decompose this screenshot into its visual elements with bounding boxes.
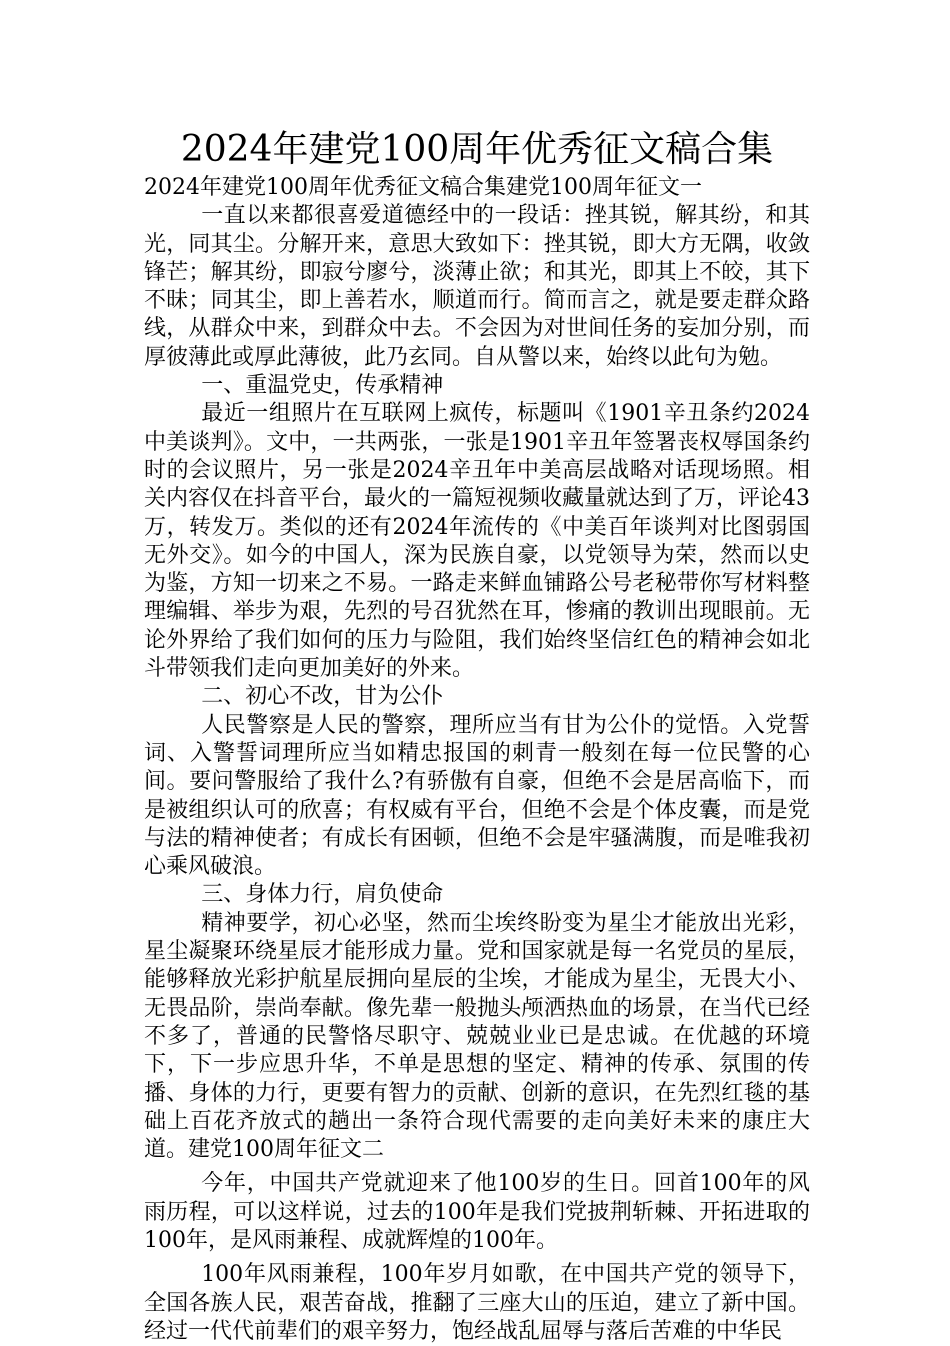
document-body [144, 128, 810, 1346]
subtitle-line: 2024年建党100周年优秀征文稿合集建党100周年征文一 [144, 175, 702, 200]
section-heading: 二、初心不改，甘为公仆 [201, 684, 444, 710]
paragraph: 精神要学，初心必坚，然而尘埃终盼变为星尘才能放出光彩，星尘凝聚环绕星辰才能形成力量。党和国家就是每一名党员的星辰，能够释放光彩护航星辰拥向星辰的尘埃，才能成为星尘，无畏大小、无畏品阶，崇尚奉献。像先辈一般抛头颅洒热血的场景，在当代已经不多了，普通的民警恪尽职守、兢兢业业已是忠诚。在优越的环境下，下一步应思升华，不单是思想的坚定、精神的传承、氛围的传播、身体的力行，更要有智力的贡献、创新的意识，在先烈红毯的基础上百花齐放式的趟出一条符合现代需要的走向美好未来的康庄大道。建党100周年征文二 [144, 910, 810, 1163]
paragraph: 人民警察是人民的警察，理所应当有甘为公仆的觉悟。入党誓词、入警誓词理所应当如精忠报国的刺青一般刻在每一位民警的心间。要问警服给了我什么?有骄傲有自豪，但绝不会是居高临下，而是被组织认可的欣喜；有权威有平台，但绝不会是个体皮囊，而是党与法的精神使者；有成长有困顿，但绝不会是牢骚满腹，而是唯我初心乘风破浪。 [144, 712, 810, 880]
paragraph: 今年，中国共产党就迎来了他100岁的生日。回首100年的风雨历程，可以这样说，过去的100年是我们党披荆斩棘、开拓进取的100年，是风雨兼程、成就辉煌的100年。 [144, 1171, 810, 1253]
document-text [144, 174, 810, 1346]
paragraph: 一直以来都很喜爱道德经中的一段话：挫其锐，解其纷，和其光，同其尘。分解开来，意思大致如下：挫其锐，即大方无隅，收敛锋芒；解其纷，即寂兮廖兮，淡薄止欲；和其光，即其上不皎，其下不昧；同其尘，即上善若水，顺道而行。简而言之，就是要走群众路线，从群众中来，到群众中去。不会因为对世间任务的妄加分别，而厚彼薄此或厚此薄彼，此乃玄同。自从警以来，始终以此句为勉。 [144, 203, 810, 370]
paragraph: 100年风雨兼程，100年岁月如歌，在中国共产党的领导下，全国各族人民，艰苦奋战，推翻了三座大山的压迫，建立了新中国。经过一代代前辈们的艰辛努力，饱经战乱屈辱与落后苦难的中华民 [144, 1262, 810, 1344]
section-heading: 一、重温党史，传承精神 [201, 373, 444, 399]
document-title: 2024年建党100周年优秀征文稿合集 [180, 129, 774, 170]
paragraph: 最近一组照片在互联网上疯传，标题叫《1901辛丑条约2024中美谈判》。文中，一共两张，一张是1901辛丑年签署丧权辱国条约时的会议照片，另一张是2024辛丑年中美高层战略对话现场照。相关内容仅在抖音平台，最火的一篇短视频收藏量就达到了万，评论43万，转发万。类似的还有2024年流传的《中美百年谈判对比图弱国无外交》。如今的中国人，深为民族自豪，以党领导为荣，然而以史为鉴，方知一切来之不易。一路走来鲜血铺路公号老秘带你写材料整理编辑、举步为艰，先烈的号召犹然在耳，惨痛的教训出现眼前。无论外界给了我们如何的压力与险阻，我们始终坚信红色的精神会如北斗带领我们走向更加美好的外来。 [144, 401, 810, 682]
section-heading: 三、身体力行，肩负使命 [201, 882, 444, 908]
